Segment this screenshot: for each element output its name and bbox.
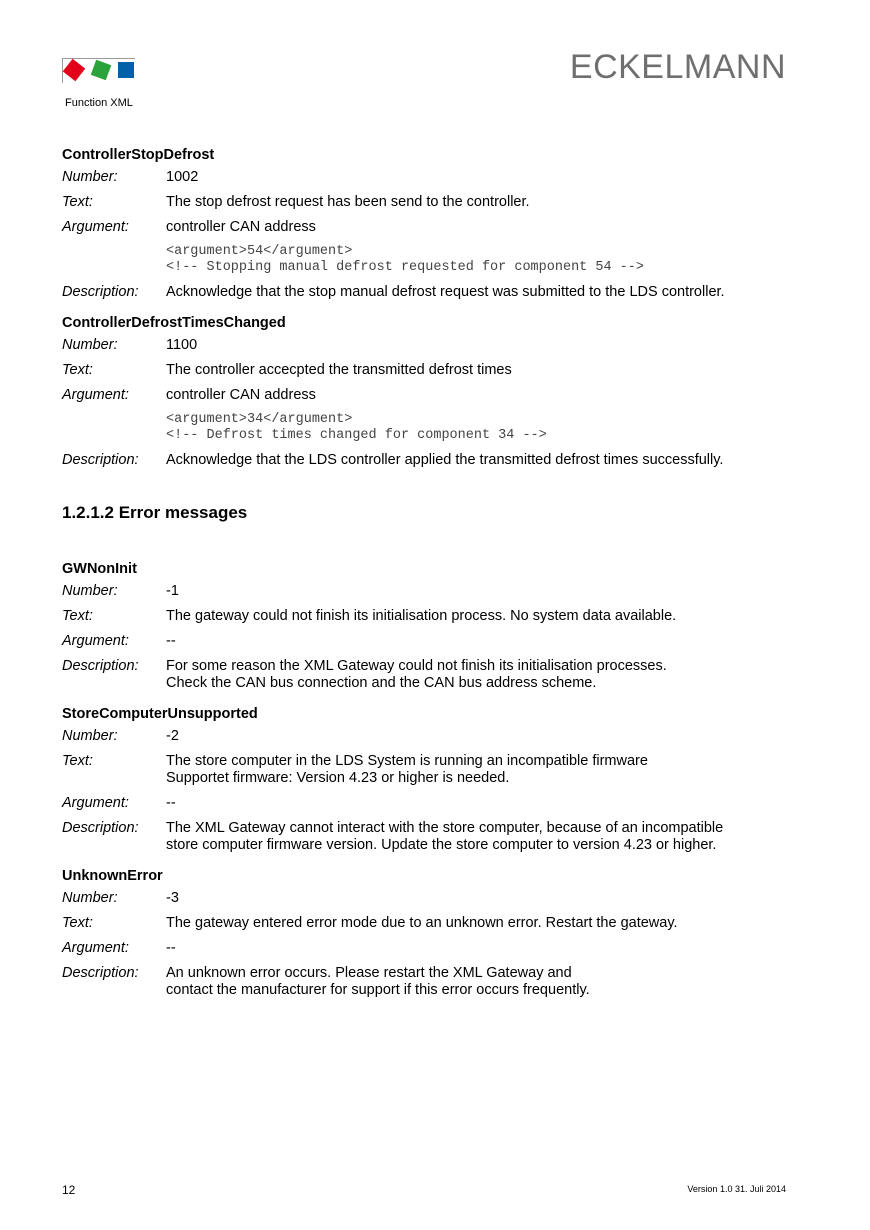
number-row xyxy=(62,169,802,186)
description-value: Acknowledge that the LDS controller applied the transmitted defrost times successfully. xyxy=(166,452,724,468)
argument-label: Argument: xyxy=(62,387,129,403)
text-value: The store computer in the LDS System is running an incompatible firmware Supportet firmware: Version 4.23 or higher is needed. xyxy=(166,753,648,786)
description-value: For some reason the XML Gateway could not finish its initialisation processes. Check the CAN bus connection and the CAN bus address scheme. xyxy=(166,658,667,691)
entry-title: StoreComputerUnsupported xyxy=(62,706,258,722)
document-body xyxy=(62,147,802,1007)
text-label: Text: xyxy=(62,915,93,931)
number-row xyxy=(62,583,802,600)
text-label: Text: xyxy=(62,608,93,624)
description-row xyxy=(62,965,802,999)
argument-value: -- xyxy=(166,940,176,956)
text-row xyxy=(62,194,802,211)
argument-label: Argument: xyxy=(62,633,129,649)
number-label: Number: xyxy=(62,337,118,353)
argument-label: Argument: xyxy=(62,219,129,235)
argument-value: controller CAN address xyxy=(166,219,316,235)
brand-name: ECKELMANN xyxy=(569,48,786,86)
document-subtitle: Function XML xyxy=(65,97,133,109)
number-row xyxy=(62,728,802,745)
argument-value: controller CAN address xyxy=(166,387,316,403)
version-date: Version 1.0 31. Juli 2014 xyxy=(687,1184,786,1194)
description-value: An unknown error occurs. Please restart the XML Gateway and contact the manufacturer for support if this error occurs frequently. xyxy=(166,965,590,998)
number-label: Number: xyxy=(62,169,118,185)
argument-row xyxy=(62,795,802,812)
argument-row xyxy=(62,940,802,957)
description-label: Description: xyxy=(62,452,139,468)
description-label: Description: xyxy=(62,284,139,300)
blue-square-icon xyxy=(118,62,134,78)
description-label: Description: xyxy=(62,820,139,836)
text-value: The gateway entered error mode due to an unknown error. Restart the gateway. xyxy=(166,915,678,931)
description-label: Description: xyxy=(62,658,139,674)
argument-value: -- xyxy=(166,795,176,811)
number-value: 1002 xyxy=(166,169,199,185)
description-label: Description: xyxy=(62,965,139,981)
number-value: 1100 xyxy=(166,337,198,353)
argument-label: Argument: xyxy=(62,940,129,956)
code-sample: <argument>54</argument> <!-- Stopping manual defrost requested for component 54 --> xyxy=(166,244,644,275)
description-value: The XML Gateway cannot interact with the store computer, because of an incompatible store computer firmware version. Update the store computer to version 4.23 or higher. xyxy=(166,820,724,853)
number-label: Number: xyxy=(62,890,118,906)
text-label: Text: xyxy=(62,362,93,378)
text-label: Text: xyxy=(62,194,93,210)
number-value: -2 xyxy=(166,728,179,744)
entry-title: UnknownError xyxy=(62,868,163,884)
text-value: The controller accecpted the transmitted defrost times xyxy=(166,362,512,378)
section-heading: 1.2.1.2 Error messages xyxy=(62,503,248,522)
text-row xyxy=(62,915,802,932)
entry-title: ControllerDefrostTimesChanged xyxy=(62,315,286,331)
number-row xyxy=(62,890,802,907)
argument-row xyxy=(62,387,802,404)
argument-value: -- xyxy=(166,633,176,649)
argument-row xyxy=(62,219,802,236)
entry-title: ControllerStopDefrost xyxy=(62,147,215,163)
entry-title: GWNonInit xyxy=(62,561,137,577)
text-value: The gateway could not finish its initialisation process. No system data available. xyxy=(166,608,677,624)
description-row xyxy=(62,820,802,854)
number-value: -1 xyxy=(166,583,179,599)
number-value: -3 xyxy=(166,890,179,906)
code-sample: <argument>34</argument> <!-- Defrost times changed for component 34 --> xyxy=(166,412,547,443)
text-row xyxy=(62,362,802,379)
number-row xyxy=(62,337,802,354)
text-value: The stop defrost request has been send to the controller. xyxy=(166,194,530,210)
text-row xyxy=(62,753,802,787)
description-value: Acknowledge that the stop manual defrost request was submitted to the LDS controller. xyxy=(166,284,725,300)
company-logo xyxy=(62,58,138,82)
text-row xyxy=(62,608,802,625)
argument-row xyxy=(62,633,802,650)
number-label: Number: xyxy=(62,583,118,599)
text-label: Text: xyxy=(62,753,93,769)
description-row xyxy=(62,452,802,469)
page-number: 12 xyxy=(62,1183,76,1197)
description-row xyxy=(62,658,802,692)
argument-label: Argument: xyxy=(62,795,129,811)
number-label: Number: xyxy=(62,728,118,744)
description-row xyxy=(62,284,802,301)
